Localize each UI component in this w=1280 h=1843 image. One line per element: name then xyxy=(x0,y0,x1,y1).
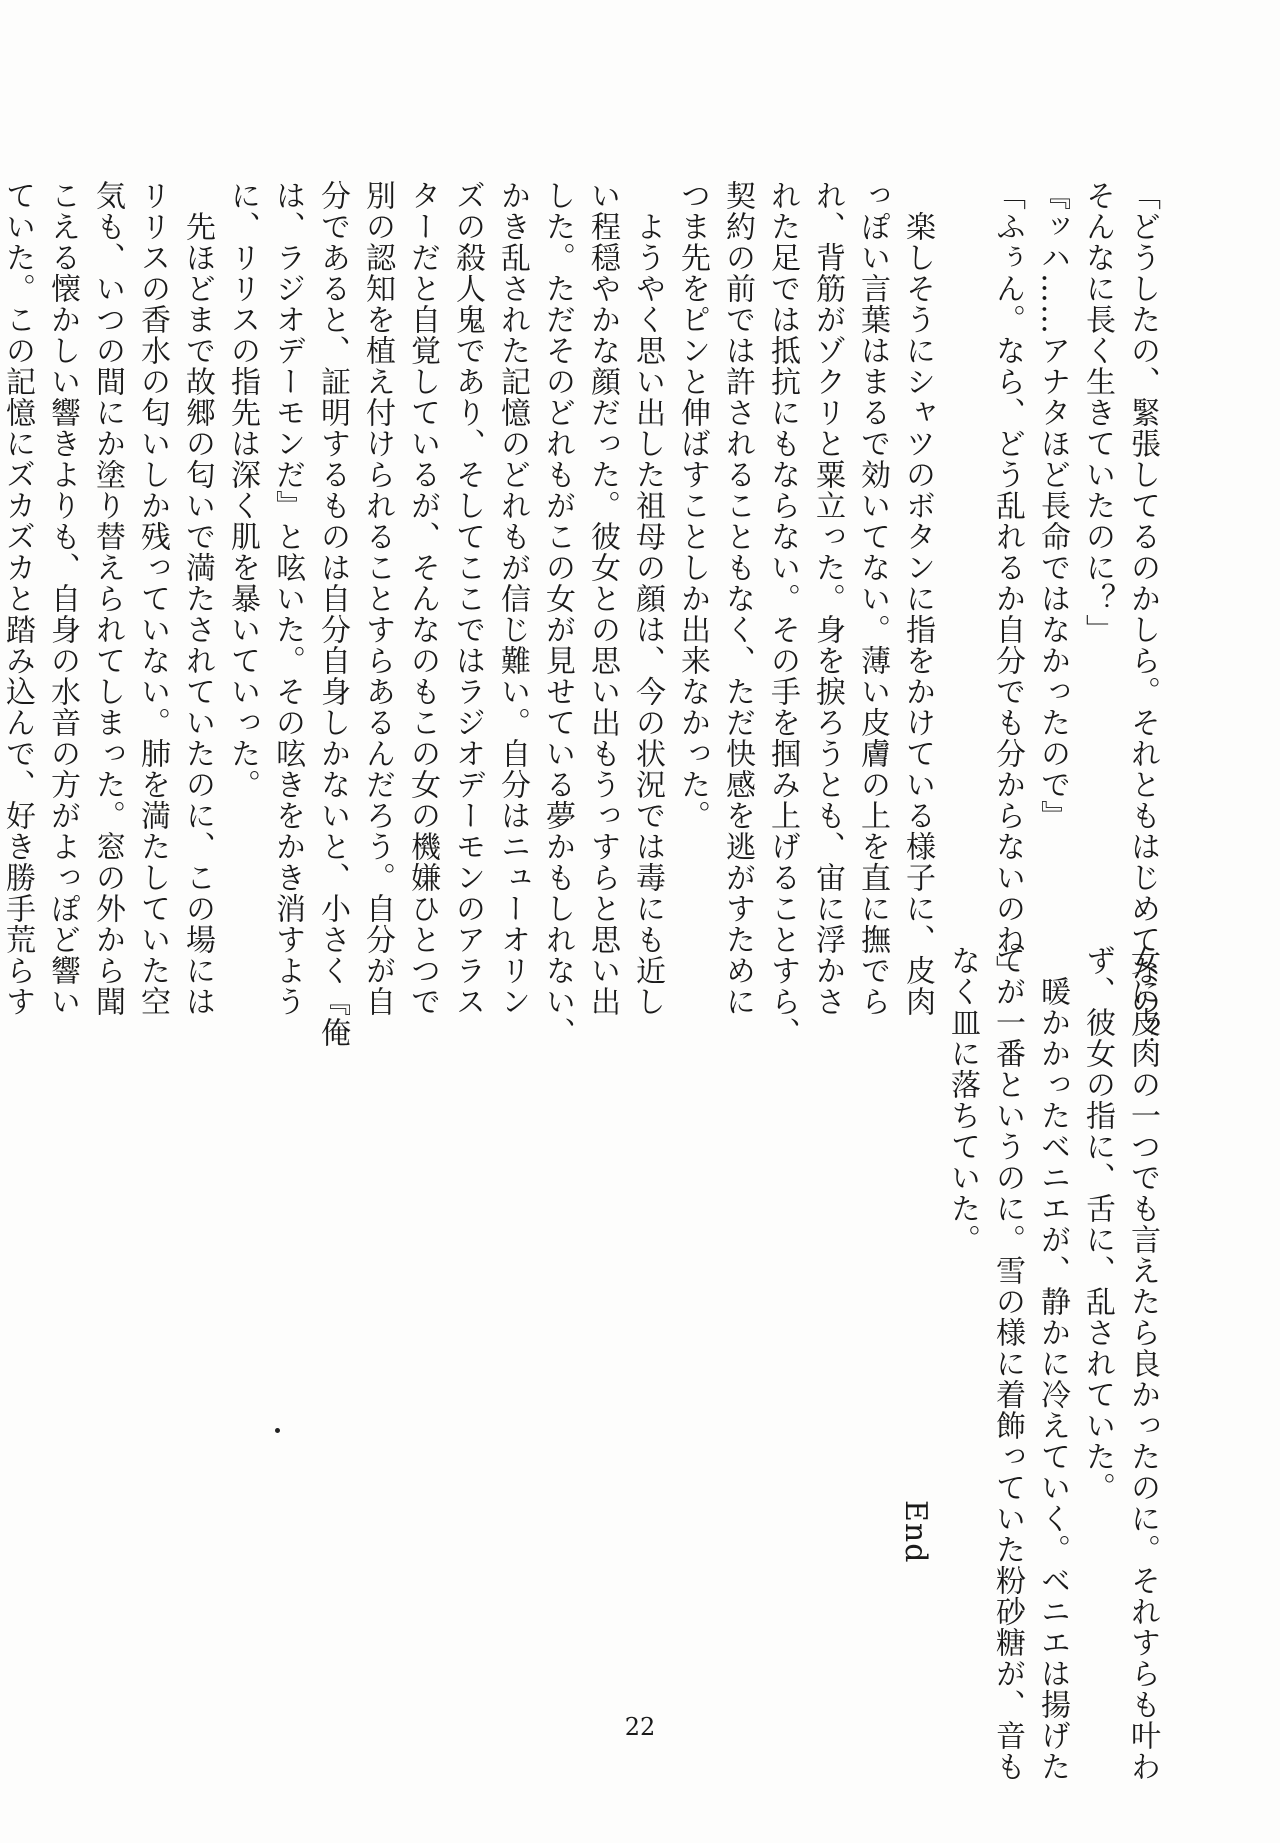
text-line xyxy=(940,180,985,900)
text-line: ターだと自覚しているが、そんなのもこの女の機嫌ひとつで xyxy=(405,180,440,1017)
text-line: した。ただそのどれもがこの女が見せている夢かもしれない、 xyxy=(540,180,575,1048)
text-line: 気も、いつの間にか塗り替えられてしまった。窓の外から聞 xyxy=(90,180,125,1017)
lower-text-block xyxy=(940,945,1165,1782)
text-line: かき乱された記憶のどれもが信じ難い。自分はニューオリン xyxy=(495,180,530,1017)
text-line: 契約の前では許されることもなく、ただ快感を逃がすために xyxy=(720,180,755,1017)
text-line: なく皿に落ちていた。 xyxy=(945,945,980,1255)
text-line: 楽しそうにシャツのボタンに指をかけている様子に、皮肉 xyxy=(900,180,935,1017)
text-line: 別の認知を植え付けられることすらあるんだろう。自分が自 xyxy=(360,180,395,1017)
text-line: ず、彼女の指に、舌に、乱されていた。 xyxy=(1080,945,1115,1503)
text-line: つま先をピンと伸ばすことしか出来なかった。 xyxy=(675,180,710,831)
text-line: リリスの香水の匂いしか残っていない。肺を満たしていた空 xyxy=(135,180,170,1017)
text-line: れた足では抵抗にもならない。その手を掴み上げることすら、 xyxy=(765,180,800,1048)
text-line: は、ラジオデーモンだ』と呟いた。その呟きをかき消すよう xyxy=(270,180,305,1017)
end-mark: End xyxy=(898,1500,933,1564)
text-line: 分であると、証明するものは自分自身しかないと、小さく『俺 xyxy=(315,180,350,1048)
text-line: 『ッハ……アナタほど長命ではなかったので』 xyxy=(1035,180,1070,831)
text-line: てが一番というのに。雪の様に着飾っていた粉砂糖が、音も xyxy=(990,945,1025,1782)
text-line: 「どうしたの、緊張してるのかしら。それともはじめてなの？ xyxy=(1125,180,1160,1048)
ink-dot xyxy=(275,1428,280,1433)
page-number: 22 xyxy=(624,1713,656,1741)
text-line: っぽい言葉はまるで効いてない。薄い皮膚の上を直に撫でら xyxy=(855,180,890,1017)
text-line: ズの殺人鬼であり、そしてここではラジオデーモンのアラス xyxy=(450,180,485,1017)
text-line: 暖かかったベニエが、静かに冷えていく。ベニエは揚げた xyxy=(1035,945,1070,1782)
text-line: 「ふぅん。なら、どう乱れるか自分でも分からないのね」 xyxy=(990,180,1025,986)
text-line: 先ほどまで故郷の匂いで満たされていたのに、この場には xyxy=(180,180,215,1017)
text-line: 女に皮肉の一つでも言えたら良かったのに。それすらも叶わ xyxy=(1125,945,1160,1782)
text-line: に、リリスの指先は深く肌を暴いていった。 xyxy=(225,180,260,800)
upper-text-block xyxy=(0,180,1165,1048)
text-line: れ、背筋がゾクリと粟立った。身を捩ろうとも、宙に浮かさ xyxy=(810,180,845,1017)
text-line: ていた。この記憶にズカズカと踏み込んで、好き勝手荒らす xyxy=(0,180,35,1017)
text-line: ようやく思い出した祖母の顔は、今の状況では毒にも近し xyxy=(630,180,665,1017)
text-line: こえる懐かしい響きよりも、自身の水音の方がよっぽど響い xyxy=(45,180,80,1017)
text-line: そんなに長く生きていたのに？」 xyxy=(1080,180,1115,645)
text-line: い程穏やかな顔だった。彼女との思い出もうっすらと思い出 xyxy=(585,180,620,1017)
